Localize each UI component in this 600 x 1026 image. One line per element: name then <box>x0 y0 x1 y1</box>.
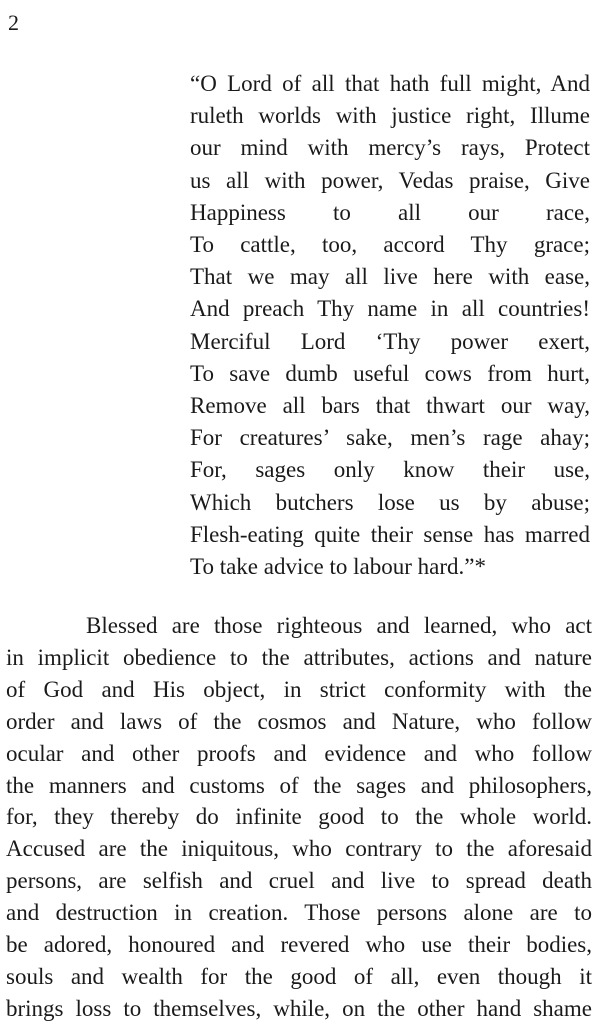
poem-line: To save dumb useful cows from hurt, <box>190 360 590 386</box>
paragraph-line: order and laws of the cosmos and Nature, who follow <box>6 708 592 734</box>
poem-line: For creatures’ sake, men’s rage ahay; <box>190 425 590 451</box>
poem-line: To take advice to labour hard.”* <box>190 554 486 580</box>
paragraph-line: for, they thereby do infinite good to the whole world. <box>6 804 592 830</box>
paragraph-line: brings loss to themselves, while, on the other hand shame <box>6 995 592 1021</box>
poem-line: Flesh-eating quite their sense has marred <box>190 521 590 547</box>
body-paragraph <box>6 610 592 1025</box>
paragraph-line: be adored, honoured and revered who use their bodies, <box>6 932 592 958</box>
paragraph-line: Blessed are those righteous and learned, who act <box>86 613 592 638</box>
poem-line: To cattle, too, accord Thy grace; <box>190 232 590 258</box>
poem-line: us all with power, Vedas praise, Give <box>190 167 590 193</box>
poem-line: And preach Thy name in all countries! <box>190 296 590 322</box>
poem-line: “O Lord of all that hath full might, And <box>190 71 590 96</box>
paragraph-line: Accused are the iniquitous, who contrary to the aforesaid <box>6 836 592 862</box>
poem-line: our mind with mercy’s rays, Protect <box>190 135 590 161</box>
paragraph-line: persons, are selfish and cruel and live to spread death <box>6 868 592 894</box>
poem-line: Happiness to all our race, <box>190 199 590 225</box>
page-number: 2 <box>8 10 19 35</box>
poem-line: Which butchers lose us by abuse; <box>190 489 590 515</box>
poem-line: That we may all live here with ease, <box>190 264 590 290</box>
paragraph-line: of God and His object, in strict conformity with the <box>6 676 592 702</box>
paragraph-line: and destruction in creation. Those persons alone are to <box>6 900 592 926</box>
paragraph-line: the manners and customs of the sages and philosophers, <box>6 772 592 798</box>
paragraph-line: ocular and other proofs and evidence and who follow <box>6 740 592 766</box>
poem-line: Merciful Lord ‘Thy power exert, <box>190 328 590 354</box>
poem-line: For, sages only know their use, <box>190 457 590 483</box>
paragraph-line: in implicit obedience to the attributes, actions and nature <box>6 644 592 670</box>
poem-line: ruleth worlds with justice right, Illume <box>190 103 590 129</box>
paragraph-line: souls and wealth for the good of all, even though it <box>6 963 592 989</box>
poem-block <box>190 68 590 583</box>
poem-line: Remove all bars that thwart our way, <box>190 393 590 419</box>
